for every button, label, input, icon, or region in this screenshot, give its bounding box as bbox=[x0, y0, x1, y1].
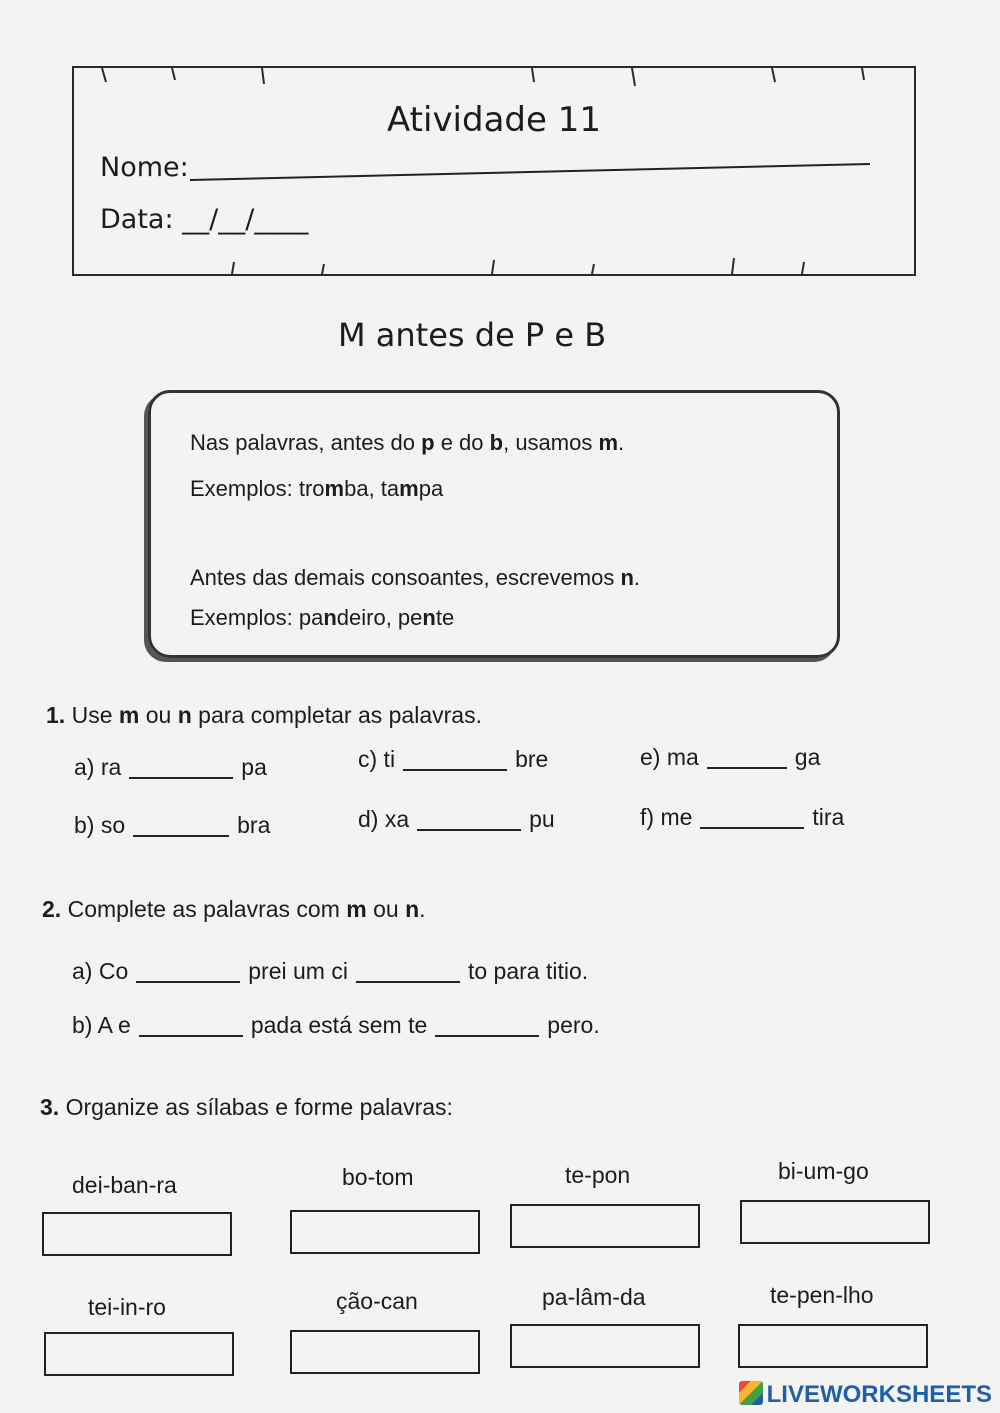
rule-text: Antes das demais consoantes, escrevemos bbox=[190, 565, 621, 590]
syllable-item-6: ção-can bbox=[336, 1288, 418, 1314]
letter-n: n bbox=[405, 896, 420, 922]
example-part: pa bbox=[418, 476, 444, 501]
syllable-item-4: bi-um-go bbox=[778, 1158, 869, 1184]
q1-item-a bbox=[74, 754, 267, 781]
sentence-part: to para titio. bbox=[467, 958, 589, 984]
answer-blank[interactable] bbox=[435, 1017, 539, 1037]
q1-item-c bbox=[358, 746, 548, 773]
word-end: pa bbox=[241, 754, 267, 780]
rule-letter-n: n bbox=[620, 565, 634, 590]
word-start: d) xa bbox=[358, 806, 410, 832]
liveworksheets-logo bbox=[739, 1381, 992, 1409]
letter-n: n bbox=[177, 702, 192, 728]
question-1-title bbox=[46, 702, 482, 729]
sentence-part: pero. bbox=[547, 1012, 600, 1038]
syllable-item-7: pa-lâm-da bbox=[542, 1284, 646, 1310]
q2-item-b bbox=[72, 1012, 600, 1039]
rule-text: . bbox=[633, 565, 641, 590]
liveworksheets-text: LIVEWORKSHEETS bbox=[766, 1381, 992, 1408]
rule-text: . bbox=[618, 430, 625, 455]
syllable-item-1: dei-ban-ra bbox=[72, 1172, 177, 1198]
example-part: deiro bbox=[336, 605, 386, 630]
rule-examples-m bbox=[190, 476, 443, 502]
sentence-part: a) Co bbox=[72, 958, 129, 984]
example-part: pa bbox=[298, 605, 324, 630]
rule-line-n bbox=[190, 565, 640, 591]
answer-blank[interactable] bbox=[129, 759, 233, 779]
answer-box-3[interactable] bbox=[510, 1204, 700, 1248]
activity-title: Atividade 11 bbox=[387, 100, 601, 140]
q1-item-d bbox=[358, 806, 555, 833]
rule-text: Nas palavras, antes do bbox=[190, 430, 422, 455]
word-start: c) ti bbox=[358, 746, 396, 772]
q1-item-b bbox=[74, 812, 270, 839]
example-letter: m bbox=[399, 476, 419, 501]
word-start: e) ma bbox=[640, 744, 699, 770]
separator: , bbox=[385, 605, 398, 630]
date-label bbox=[100, 204, 308, 235]
letter-m: m bbox=[346, 896, 367, 922]
rule-examples-n bbox=[190, 605, 454, 631]
rule-text: e do bbox=[434, 430, 490, 455]
example-part: pe bbox=[397, 605, 423, 630]
question-text: Use bbox=[65, 702, 119, 728]
example-part: ba bbox=[344, 476, 369, 501]
answer-box-1[interactable] bbox=[42, 1212, 232, 1256]
word-end: pu bbox=[529, 806, 555, 832]
name-field[interactable] bbox=[190, 162, 870, 182]
sentence-part: b) A e bbox=[72, 1012, 131, 1038]
answer-blank[interactable] bbox=[136, 963, 240, 983]
syllable-item-3: te-pon bbox=[565, 1162, 631, 1188]
answer-box-8[interactable] bbox=[738, 1324, 928, 1368]
q1-item-e bbox=[640, 744, 820, 771]
examples-label: Exemplos: bbox=[190, 605, 299, 630]
answer-blank[interactable] bbox=[356, 963, 460, 983]
word-end: bre bbox=[515, 746, 549, 772]
answer-box-7[interactable] bbox=[510, 1324, 700, 1368]
answer-blank[interactable] bbox=[417, 811, 521, 831]
question-text: Complete as palavras com bbox=[61, 896, 347, 922]
date-label-text: Data: bbox=[100, 204, 174, 235]
question-2-title bbox=[42, 896, 426, 923]
example-part: ta bbox=[380, 476, 400, 501]
liveworksheets-icon bbox=[739, 1381, 763, 1405]
rule-letter-b: b bbox=[489, 430, 504, 455]
date-field[interactable]: __/__/____ bbox=[182, 204, 309, 235]
lesson-title: M antes de P e B bbox=[338, 316, 607, 354]
question-text: Organize as sílabas e forme palavras: bbox=[59, 1094, 453, 1120]
word-end: tira bbox=[812, 804, 845, 830]
syllable-item-5: tei-in-ro bbox=[88, 1294, 166, 1320]
example-letter: n bbox=[323, 605, 337, 630]
answer-box-2[interactable] bbox=[290, 1210, 480, 1254]
answer-blank[interactable] bbox=[403, 751, 507, 771]
answer-box-4[interactable] bbox=[740, 1200, 930, 1244]
name-label: Nome: bbox=[100, 152, 189, 183]
sentence-part: pada está sem te bbox=[250, 1012, 428, 1038]
syllable-item-8: te-pen-lho bbox=[770, 1282, 874, 1308]
q1-item-f bbox=[640, 804, 844, 831]
word-start: f) me bbox=[640, 804, 693, 830]
question-number: 1. bbox=[46, 702, 66, 728]
answer-box-5[interactable] bbox=[44, 1332, 234, 1376]
examples-label: Exemplos: bbox=[190, 476, 299, 501]
example-letter: n bbox=[422, 605, 436, 630]
word-start: a) ra bbox=[74, 754, 122, 780]
question-3-title bbox=[40, 1094, 453, 1121]
question-text: . bbox=[419, 896, 426, 922]
rule-letter-m: m bbox=[598, 430, 619, 455]
rule-text: , usamos bbox=[503, 430, 599, 455]
letter-m: m bbox=[118, 702, 140, 728]
sentence-part: prei um ci bbox=[248, 958, 348, 984]
answer-blank[interactable] bbox=[133, 817, 229, 837]
answer-blank[interactable] bbox=[139, 1017, 243, 1037]
question-text: ou bbox=[366, 896, 406, 922]
separator: , bbox=[368, 476, 381, 501]
example-part: tro bbox=[298, 476, 325, 501]
question-number: 3. bbox=[40, 1094, 60, 1120]
q2-item-a bbox=[72, 958, 588, 985]
word-end: ga bbox=[794, 744, 821, 770]
word-end: bra bbox=[237, 812, 271, 838]
word-start: b) so bbox=[74, 812, 126, 838]
answer-box-6[interactable] bbox=[290, 1330, 480, 1374]
example-part: te bbox=[435, 605, 455, 630]
question-text: para completar as palavras. bbox=[191, 702, 482, 728]
rule-letter-p: p bbox=[421, 430, 435, 455]
answer-blank[interactable] bbox=[700, 809, 804, 829]
question-text: ou bbox=[139, 702, 178, 728]
question-number: 2. bbox=[42, 896, 62, 922]
rule-line-m bbox=[190, 430, 624, 456]
syllable-item-2: bo-tom bbox=[342, 1164, 414, 1190]
example-letter: m bbox=[324, 476, 345, 501]
answer-blank[interactable] bbox=[707, 749, 787, 769]
